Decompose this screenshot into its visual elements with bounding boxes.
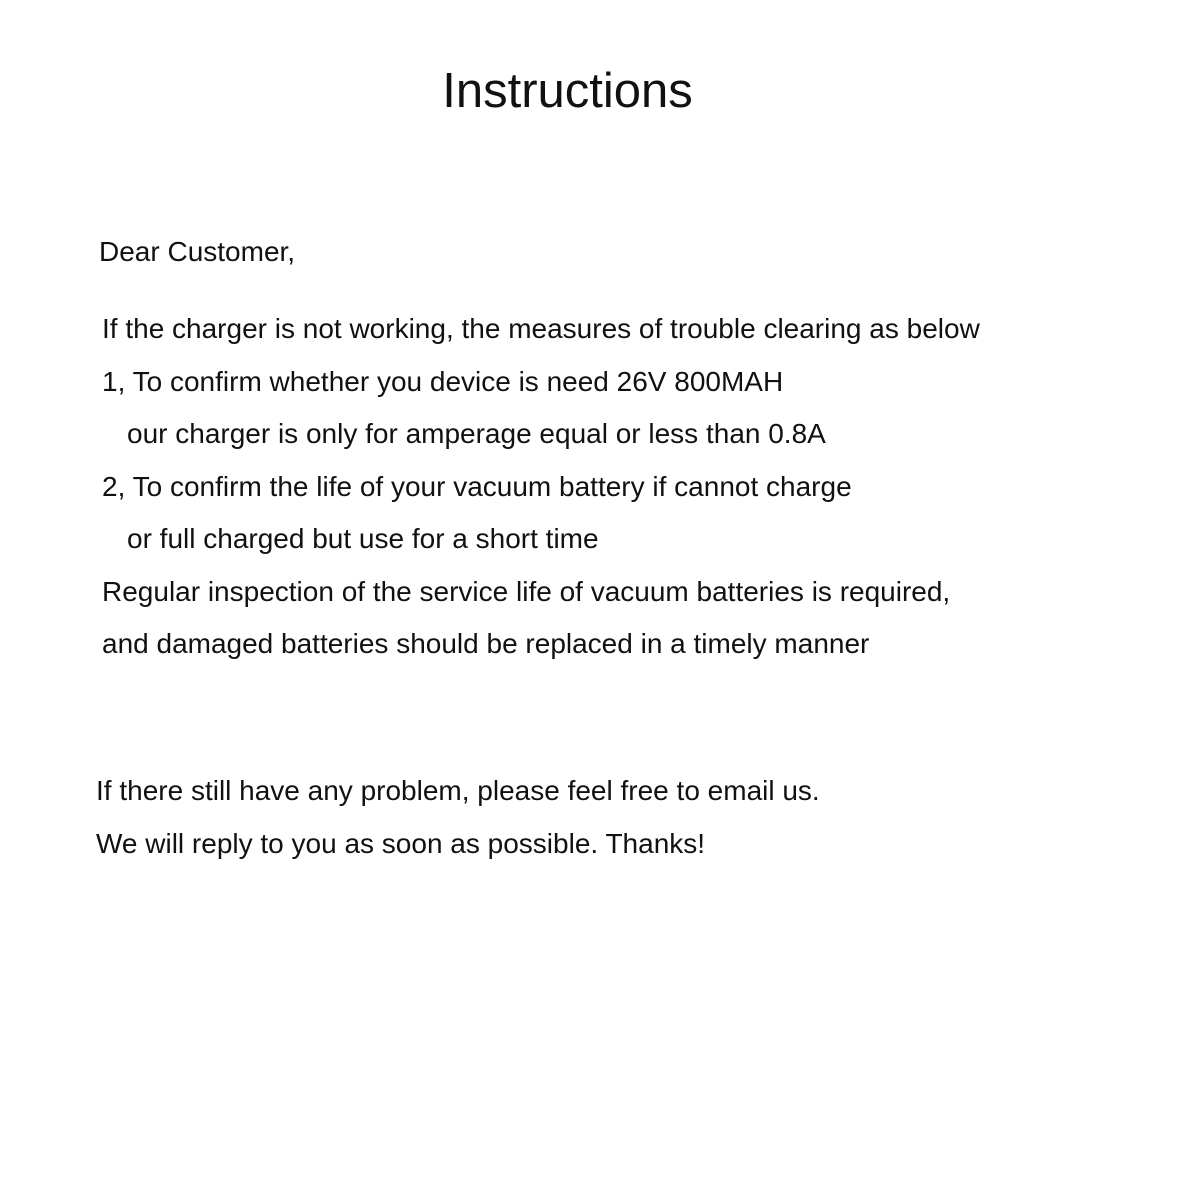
body-line-4: 2, To confirm the life of your vacuum battery if cannot charge <box>102 471 852 502</box>
body-line-1: If the charger is not working, the measures of trouble clearing as below <box>102 313 980 344</box>
body-line-3: our charger is only for amperage equal or less than 0.8A <box>127 418 826 449</box>
closing-line-1: If there still have any problem, please feel free to email us. <box>96 775 820 806</box>
document-title: Instructions <box>442 64 693 118</box>
closing-line-2: We will reply to you as soon as possible. Thanks! <box>96 828 706 859</box>
body-line-7: and damaged batteries should be replaced in a timely manner <box>102 628 870 659</box>
body-line-5: or full charged but use for a short time <box>127 523 599 554</box>
body-line-2: 1, To confirm whether you device is need 26V 800MAH <box>102 366 784 397</box>
body-line-6: Regular inspection of the service life of vacuum batteries is required, <box>102 576 951 607</box>
greeting-text: Dear Customer, <box>99 236 296 267</box>
